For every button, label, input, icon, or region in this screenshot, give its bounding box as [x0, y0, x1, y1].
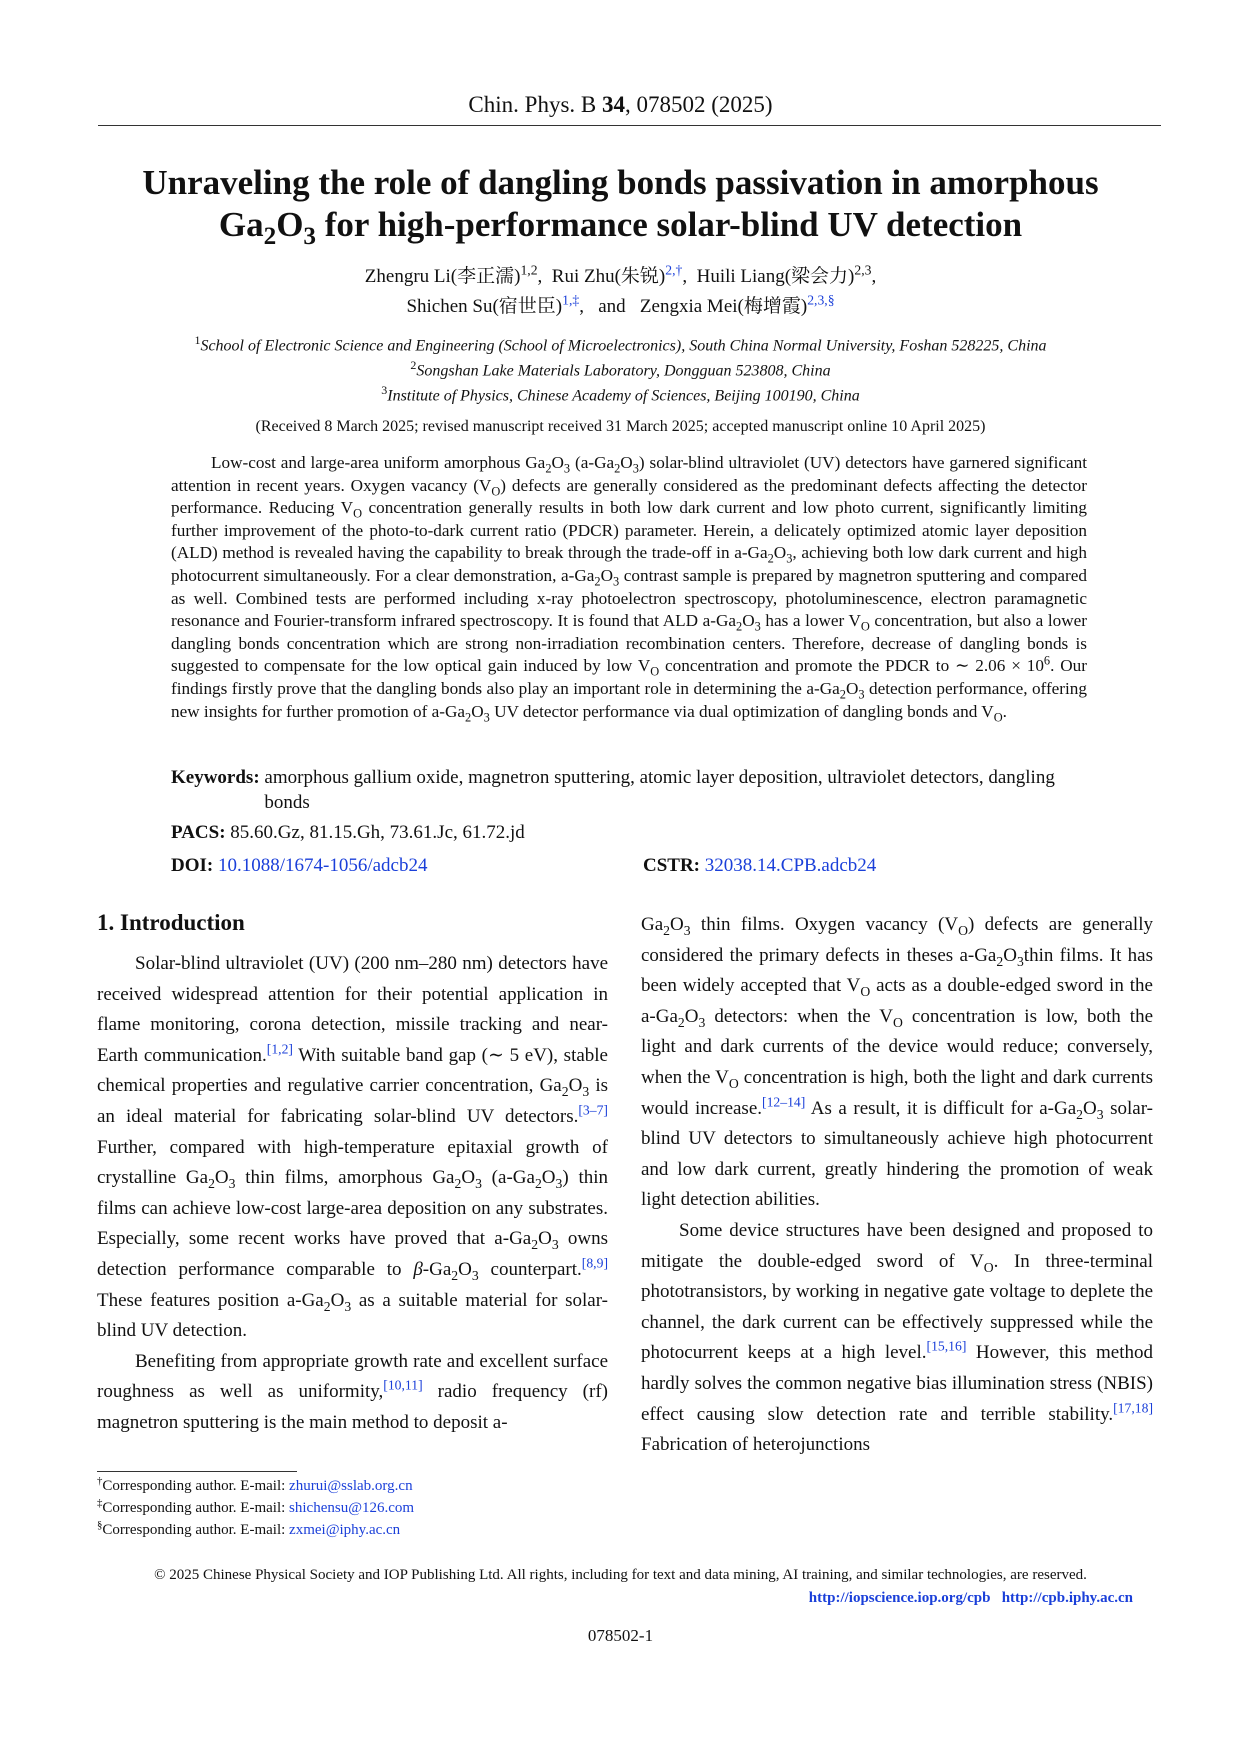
- title-line-1: Unraveling the role of dangling bonds passivation in amorphous: [142, 163, 1099, 202]
- citation-link[interactable]: [3–7]: [578, 1102, 608, 1118]
- page-number: 078502-1: [587, 1626, 654, 1645]
- author-2: Rui Zhu(朱锐): [551, 266, 666, 287]
- footnote-3: §Corresponding author. E-mail: zxmei@iphy.ac.cn: [97, 1519, 401, 1538]
- author-4: Shichen Su(宿世臣): [406, 296, 563, 317]
- email-link[interactable]: zhurui@sslab.org.cn: [289, 1478, 413, 1494]
- author-1: Zhengru Li(李正濡): [364, 266, 521, 287]
- title-line-2: $Ga_2O_3$ for high-performance solar-blind UV detection: [218, 205, 1023, 250]
- author-line-2: Shichen Su(宿世臣)$^{1,\ddagger}$, and Zengxia Mei(梅增霞)$^{2,3,\S}$: [406, 292, 835, 317]
- abstract: Low-cost and large-area uniform amorphous $Ga_2O_3$ $(a-Ga_2O_3)$ solar-blind ultraviolet (UV) detectors have garnered significant attention in recent years. Oxygen vacancy $(V_O)$ defects are generally considered as the predominant defects affecting the detector performance. Reducing $V_O$ concentration generally results in both low dark current and low photo current, significantly limiting further improvement of the photo-to-dark current ratio (PDCR) parameter. Herein, a delicately optimized atomic layer deposition (ALD) method is revealed having the capability to break through the trade-off in $a-Ga_2O_3$, achieving both low dark current and high photocurrent simultaneously. For a clear demonstration, $a-Ga_2O_3$ contrast sample is prepared by magnetron sputtering and compared as well. Combined tests are performed including x-ray photoelectron spectroscopy, photoluminescence, electron paramagnetic resonance and Fourier-transform infrared spectroscopy. It is found that ALD $a-Ga_2O_3$ has a lower $V_O$ concentration, but also a lower dangling bonds concentration which are strong non-irradiation recombination centers. Therefore, decrease of dangling bonds is suggested to compensate for the low optical gain induced by low $V_O$ concentration and promote the PDCR to ∼ $2.06 \times 10^6$. Our findings firstly prove that the dangling bonds also play an important role in determining the $a-Ga_2O_3$ detection performance, offering new insights for further promotion of $a-Ga_2O_3$ UV detector performance via dual optimization of dangling bonds and $V_O$.: [171, 453, 1087, 724]
- body-left-column: [97, 949, 608, 1439]
- cstr-link[interactable]: 32038.14.CPB.adcb24: [704, 855, 877, 876]
- footnote-1: †Corresponding author. E-mail: zhurui@sslab.org.cn: [97, 1475, 413, 1494]
- author-list: [0, 262, 1241, 322]
- paragraph: $Ga_2O_3$ thin films. Oxygen vacancy $(V_O)$ defects are generally considered the primary defects in theses $a-Ga_2O_3thin$ films. It has been widely accepted that $V_O$ acts as a double-edged sword in the $a-Ga_2O_3$ detectors: when the $V_O$ concentration is low, both the light and dark currents of the device would reduce; conversely, when the $V_O$ concentration is high, both the light and dark currents would increase.[12–14] As a result, it is difficult for $a-Ga_2O_3$ solar-blind UV detectors to simultaneously achieve high photocurrent and low dark current, greatly hindering the promotion of weak light detection abilities.: [641, 914, 1154, 1211]
- keywords-text: amorphous gallium oxide, magnetron sputtering, atomic layer deposition, ultraviolet detectors, dangling bonds: [264, 767, 1055, 813]
- section-heading: 1. Introduction: [97, 910, 245, 935]
- body-right-column: [641, 910, 1153, 1461]
- keywords: [171, 765, 1087, 815]
- paragraph: Some device structures have been designed and proposed to mitigate the double-edged sword of $V_O$. In three-terminal phototransistors, by working in negative gate voltage to deplete the channel, the dark current can be effectively suppressed while the photocurrent keeps at a high level.[15,16] However, this method hardly solves the common negative bias illumination stress (NBIS) effect causing slow detection rate and terrible stability.[17,18] Fabrication of heterojunctions: [641, 1219, 1154, 1456]
- footnote-2: ‡Corresponding author. E-mail: shichensu@126.com: [97, 1497, 415, 1516]
- author-5: Zengxia Mei(梅增霞): [639, 296, 808, 317]
- header-rule: [98, 125, 1161, 126]
- paragraph: Benefiting from appropriate growth rate and excellent surface roughness as well as uniformity,[10,11] radio frequency (rf) magnetron sputtering is the main method to deposit a-: [97, 1350, 608, 1433]
- email-link[interactable]: zxmei@iphy.ac.cn: [289, 1522, 401, 1538]
- author-3: Huili Liang(梁会力): [696, 266, 855, 287]
- citation-link[interactable]: [8,9]: [581, 1255, 608, 1271]
- affiliation-3: $^3$Institute of Physics, Chinese Academy of Sciences, Beijing 100190, China: [381, 383, 860, 405]
- citation-link[interactable]: [17,18]: [1113, 1400, 1153, 1416]
- paragraph: Solar-blind ultraviolet (UV) (200 nm–280 nm) detectors have received widespread attention for their potential application in flame monitoring, corona detection, missile tracking and near-Earth communication.[1,2] With suitable band gap (∼ 5 eV), stable chemical properties and regulative carrier concentration, $Ga_2O_3$ is an ideal material for fabricating solar-blind UV detectors.[3–7] Further, compared with high-temperature epitaxial growth of crystalline $Ga_2O_3$ thin films, amorphous $Ga_2O_3$ $(a-Ga_2O_3)$ thin films can achieve low-cost large-area deposition on any substrates. Especially, some recent works have proved that $a-Ga_2O_3$ owns detection performance comparable to $\beta-Ga_2O_3$ counterpart.[8,9] These features position $a-Ga_2O_3$ as a suitable material for solar-blind UV detection.: [97, 953, 609, 1342]
- pacs-codes: 85.60.Gz, 81.15.Gh, 73.61.Jc, 61.72.jd: [230, 822, 525, 843]
- keywords-label: Keywords:: [171, 767, 260, 788]
- received-dates: (Received 8 March 2025; revised manuscript received 31 March 2025; accepted manuscript online 10 April 2025): [255, 418, 986, 435]
- affiliation-1: $^1$School of Electronic Science and Engineering (School of Microelectronics), South China Normal University, Foshan 528225, China: [194, 333, 1047, 355]
- paper-title: [0, 162, 1241, 250]
- author-line-1: Zhengru Li(李正濡)$^{1,2}$, Rui Zhu(朱锐)$^{2,\dagger}$, Huili Liang(梁会力)$^{2,3}$,: [364, 262, 877, 287]
- journal-article: , 078502 (2025): [625, 92, 773, 117]
- citation-link[interactable]: [15,16]: [926, 1338, 967, 1354]
- citation-link[interactable]: [12–14]: [762, 1094, 806, 1110]
- footnote-rule: [97, 1471, 297, 1472]
- copyright-notice: © 2025 Chinese Physical Society and IOP Publishing Ltd. All rights, including for text and data mining, AI training, and similar technologies, are reserved.: [154, 1567, 1087, 1583]
- doi: DOI: 10.1088/1674-1056/adcb24: [171, 855, 428, 876]
- iopscience-link[interactable]: http://iopscience.iop.org/cpb: [808, 1590, 991, 1606]
- pacs: PACS: 85.60.Gz, 81.15.Gh, 73.61.Jc, 61.72.jd: [171, 822, 525, 843]
- doi-link[interactable]: 10.1088/1674-1056/adcb24: [217, 855, 428, 876]
- journal-volume: 34: [602, 92, 625, 117]
- cpb-link[interactable]: http://cpb.iphy.ac.cn: [1001, 1590, 1133, 1606]
- cstr: CSTR: 32038.14.CPB.adcb24: [643, 855, 877, 876]
- email-link[interactable]: shichensu@126.com: [289, 1500, 415, 1516]
- journal-links: [809, 1590, 1133, 1607]
- affiliation-2: $^2$Songshan Lake Materials Laboratory, Dongguan 523808, China: [410, 358, 831, 380]
- journal-name: Chin. Phys. B: [468, 92, 597, 117]
- journal-header: [0, 92, 1241, 118]
- citation-link[interactable]: [1,2]: [266, 1041, 293, 1057]
- citation-link[interactable]: [10,11]: [383, 1377, 423, 1393]
